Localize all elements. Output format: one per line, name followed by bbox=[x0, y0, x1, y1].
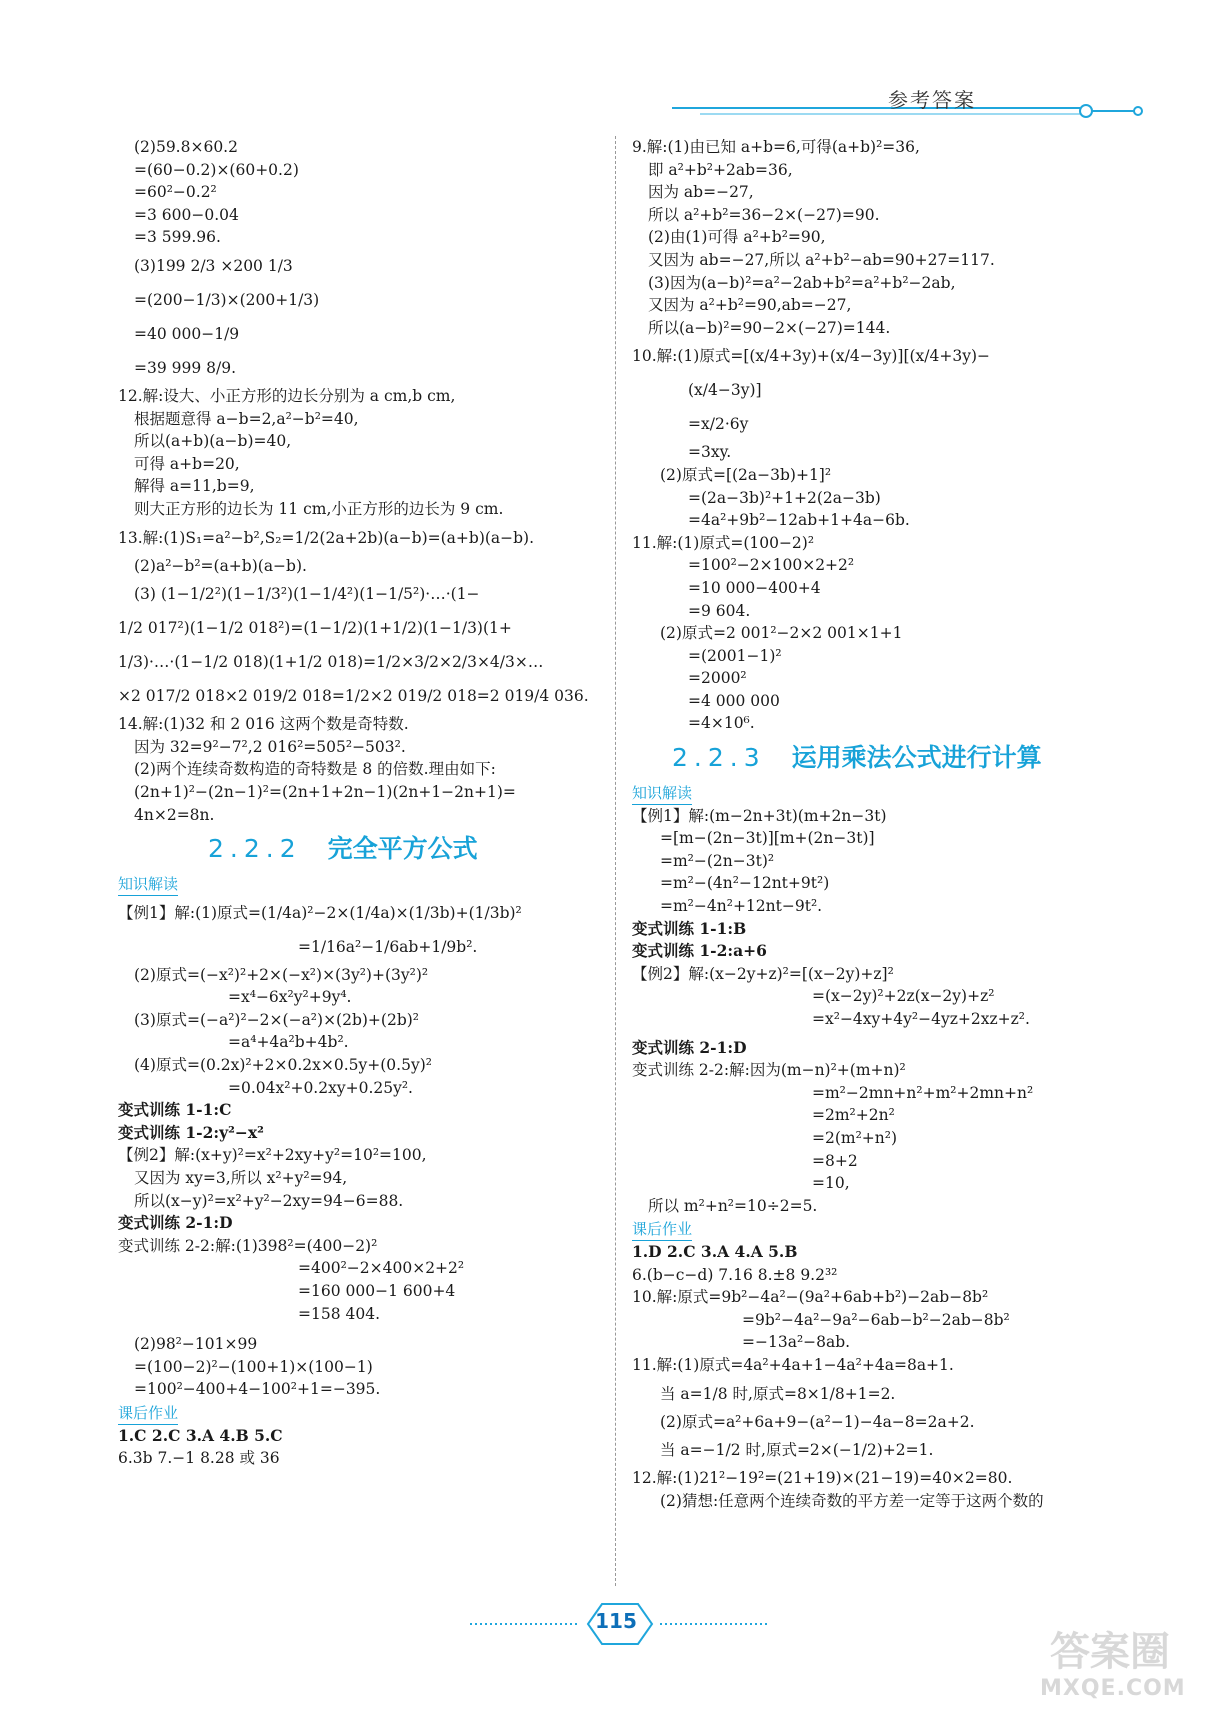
text-line: =3 600−0.04 bbox=[134, 205, 239, 224]
text-line: 所以(x−y)²=x²+y²−2xy=94−6=88. bbox=[134, 1191, 404, 1210]
text-line: =(100−2)²−(100+1)×(100−1) bbox=[134, 1357, 373, 1376]
text-line: 又因为 xy=3,所以 x²+y²=94, bbox=[134, 1169, 348, 1188]
text-line: 变式训练 2-1:D bbox=[118, 1213, 233, 1233]
text-line: 即 a²+b²+2ab=36, bbox=[648, 160, 793, 179]
text-line: (2)猜想:任意两个连续奇数的平方差一定等于这两个数的 bbox=[660, 1491, 1044, 1510]
text-line: 1.D 2.C 3.A 4.A 5.B bbox=[632, 1241, 798, 1261]
text-line: =9 604. bbox=[688, 601, 751, 620]
text-line: ×2 017/2 018×2 019/2 018=1/2×2 019/2 018=2 019/4 036. bbox=[118, 687, 589, 706]
text-line: =(200−1/3)×(200+1/3) bbox=[134, 290, 320, 309]
text-line: 可得 a+b=20, bbox=[134, 454, 240, 473]
text-line: 14.解:(1)32 和 2 016 这两个数是奇特数. bbox=[118, 715, 409, 734]
text-line: (3) (1−1/2²)(1−1/3²)(1−1/4²)(1−1/5²)·…·(1− bbox=[134, 585, 480, 604]
right-column bbox=[632, 136, 1122, 1512]
text-line: 当 a=1/8 时,原式=8×1/8+1=2. bbox=[660, 1384, 896, 1403]
text-line: (4)原式=(0.2x)²+2×0.2x×0.5y+(0.5y)² bbox=[134, 1056, 432, 1075]
text-line: =m²−4n²+12nt−9t². bbox=[660, 897, 823, 916]
text-line: =−13a²−8ab. bbox=[742, 1333, 851, 1352]
text-line: =3xy. bbox=[688, 443, 732, 462]
text-line: =4×10⁶. bbox=[688, 714, 755, 733]
section-number: 2.2.3 bbox=[672, 743, 766, 773]
text-line: =4 000 000 bbox=[688, 691, 780, 710]
left-column bbox=[118, 136, 608, 1470]
text-line: =2m²+2n² bbox=[812, 1106, 895, 1125]
text-line: 9.解:(1)由已知 a+b=6,可得(a+b)²=36, bbox=[632, 138, 920, 156]
text-line: =m²−(2n−3t)² bbox=[660, 851, 775, 870]
text-line: =x⁴−6x²y²+9y⁴. bbox=[228, 988, 352, 1007]
text-line: (2)98²−101×99 bbox=[134, 1335, 258, 1354]
text-line: =3 599.96. bbox=[134, 228, 221, 247]
text-line: (2n+1)²−(2n−1)²=(2n+1+2n−1)(2n+1−2n+1)= bbox=[134, 782, 516, 801]
text-line: =x²−4xy+4y²−4yz+2xz+z². bbox=[812, 1010, 1030, 1028]
header-decoration bbox=[0, 78, 1224, 128]
text-line: (x/4−3y)] bbox=[688, 381, 762, 400]
text-line: 1/2 017²)(1−1/2 018²)=(1−1/2)(1+1/2)(1−1/3)(1+ bbox=[118, 619, 512, 638]
text-line: (3)原式=(−a²)²−2×(−a²)×(2b)+(2b)² bbox=[134, 1010, 420, 1029]
text-line: 变式训练 1-1:B bbox=[632, 918, 747, 938]
text-line: =9b²−4a²−9a²−6ab−b²−2ab−8b² bbox=[742, 1310, 1010, 1329]
text-line: 变式训练 1-1:C bbox=[118, 1100, 232, 1120]
subheading-knowledge: 知识解读 bbox=[632, 781, 692, 805]
text-line: 11.解:(1)原式=4a²+4a+1−4a²+4a=8a+1. bbox=[632, 1355, 954, 1374]
watermark-url: MXQE.COM bbox=[1040, 1676, 1186, 1701]
text-line: (2)a²−b²=(a+b)(a−b). bbox=[134, 556, 307, 575]
text-line: =4a²+9b²−12ab+1+4a−6b. bbox=[688, 511, 910, 530]
text-line: =100²−400+4−100²+1=−395. bbox=[134, 1380, 381, 1399]
subheading-homework: 课后作业 bbox=[118, 1401, 178, 1425]
text-line: =(x−2y)²+2z(x−2y)+z² bbox=[812, 987, 995, 1006]
text-line: 12.解:设大、小正方形的边长分别为 a cm,b cm, bbox=[118, 386, 456, 405]
text-line: (2)59.8×60.2 bbox=[134, 138, 238, 156]
text-line: 变式训练 2-1:D bbox=[632, 1037, 747, 1057]
text-line: (2)原式=[(2a−3b)+1]² bbox=[660, 465, 832, 484]
text-line: =m²−(4n²−12nt+9t²) bbox=[660, 874, 830, 893]
text-line: 【例2】解:(x+y)²=x²+2xy+y²=10²=100, bbox=[118, 1146, 427, 1165]
text-line: =40 000−1/9 bbox=[134, 324, 240, 343]
text-line: 13.解:(1)S₁=a²−b²,S₂=1/2(2a+2b)(a−b)=(a+b)(a−b). bbox=[118, 528, 535, 547]
text-line: 又因为 ab=−27,所以 a²+b²−ab=90+27=117. bbox=[648, 250, 995, 269]
subheading-homework: 课后作业 bbox=[632, 1217, 692, 1241]
text-line: =(60−0.2)×(60+0.2) bbox=[134, 160, 299, 179]
section-heading bbox=[118, 826, 608, 872]
watermark-logo: 答案圈 bbox=[1050, 1629, 1170, 1675]
section-title: 完全平方公式 bbox=[327, 834, 478, 864]
text-line: 【例1】解:(1)原式=(1/4a)²−2×(1/4a)×(1/3b)+(1/3b)² bbox=[118, 903, 522, 922]
text-line: 11.解:(1)原式=(100−2)² bbox=[632, 533, 815, 552]
text-line: =400²−2×400×2+2² bbox=[298, 1259, 465, 1278]
text-line: (2)由(1)可得 a²+b²=90, bbox=[648, 228, 826, 247]
text-line: =a⁴+4a²b+4b². bbox=[228, 1033, 349, 1052]
text-line: =39 999 8/9. bbox=[134, 358, 237, 377]
text-line: (2)原式=a²+6a+9−(a²−1)−4a−8=2a+2. bbox=[660, 1412, 975, 1431]
text-line: =0.04x²+0.2xy+0.25y². bbox=[228, 1078, 413, 1097]
text-line: (3)199 2/3 ×200 1/3 bbox=[134, 256, 293, 275]
text-line: 所以(a−b)²=90−2×(−27)=144. bbox=[648, 318, 891, 337]
subheading-knowledge: 知识解读 bbox=[118, 872, 178, 896]
text-line: =x/2·6y bbox=[688, 415, 749, 434]
text-line: 则大正方形的边长为 11 cm,小正方形的边长为 9 cm. bbox=[134, 499, 504, 518]
text-line: 因为 32=9²−7²,2 016²=505²−503². bbox=[134, 737, 406, 756]
text-line: 6.(b−c−d) 7.16 8.±8 9.2³² bbox=[632, 1265, 838, 1284]
text-line: 所以 a²+b²=36−2×(−27)=90. bbox=[648, 205, 880, 224]
text-line: 变式训练 1-2:a+6 bbox=[632, 941, 767, 961]
text-line: 变式训练 1-2:y²−x² bbox=[118, 1122, 264, 1142]
text-line: =2000² bbox=[688, 669, 747, 688]
text-line: 因为 ab=−27, bbox=[648, 183, 754, 202]
text-line: 所以 m²+n²=10÷2=5. bbox=[648, 1196, 818, 1215]
text-line: 所以(a+b)(a−b)=40, bbox=[134, 432, 292, 451]
text-line: 6.3b 7.−1 8.28 或 36 bbox=[118, 1449, 280, 1468]
text-line: =2(m²+n²) bbox=[812, 1128, 898, 1147]
text-line: 10.解:(1)原式=[(x/4+3y)+(x/4−3y)][(x/4+3y)− bbox=[632, 347, 991, 366]
text-line: 根据题意得 a−b=2,a²−b²=40, bbox=[134, 409, 359, 428]
text-line: 1.C 2.C 3.A 4.B 5.C bbox=[118, 1425, 283, 1445]
text-line: 解得 a=11,b=9, bbox=[134, 477, 255, 496]
text-line: 12.解:(1)21²−19²=(21+19)×(21−19)=40×2=80. bbox=[632, 1469, 1013, 1488]
text-line: (2)原式=(−x²)²+2×(−x²)×(3y²)+(3y²)² bbox=[134, 965, 429, 984]
text-line: =10 000−400+4 bbox=[688, 578, 821, 597]
text-line: =160 000−1 600+4 bbox=[298, 1282, 456, 1300]
page-number: 115 bbox=[595, 1609, 637, 1633]
text-line: =(2001−1)² bbox=[688, 646, 782, 665]
text-line: =158 404. bbox=[298, 1304, 381, 1323]
text-line: =[m−(2n−3t)][m+(2n−3t)] bbox=[660, 829, 875, 848]
text-line: =60²−0.2² bbox=[134, 183, 217, 202]
text-line: =10, bbox=[812, 1174, 850, 1193]
text-line: 10.解:原式=9b²−4a²−(9a²+6ab+b²)−2ab−8b² bbox=[632, 1288, 989, 1307]
text-line: (2)两个连续奇数构造的奇特数是 8 的倍数.理由如下: bbox=[134, 760, 496, 779]
text-line: 4n×2=8n. bbox=[134, 805, 215, 824]
text-line: =(2a−3b)²+1+2(2a−3b) bbox=[688, 488, 881, 507]
text-line: =m²−2mn+n²+m²+2mn+n² bbox=[812, 1083, 1034, 1102]
text-line: 【例2】解:(x−2y+z)²=[(x−2y)+z]² bbox=[632, 964, 894, 983]
section-heading bbox=[632, 735, 1122, 781]
header-title: 参考答案 bbox=[888, 88, 976, 112]
text-line: 【例1】解:(m−2n+3t)(m+2n−3t) bbox=[632, 806, 887, 825]
text-line: =100²−2×100×2+2² bbox=[688, 556, 855, 575]
text-line: 当 a=−1/2 时,原式=2×(−1/2)+2=1. bbox=[660, 1441, 934, 1460]
text-line: =8+2 bbox=[812, 1151, 858, 1170]
text-line: 变式训练 2-2:解:(1)398²=(400−2)² bbox=[118, 1236, 378, 1255]
section-number: 2.2.2 bbox=[208, 834, 302, 864]
text-line: 变式训练 2-2:解:因为(m−n)²+(m+n)² bbox=[632, 1061, 906, 1080]
column-divider bbox=[615, 136, 616, 1586]
text-line: (2)原式=2 001²−2×2 001×1+1 bbox=[660, 624, 903, 643]
text-line: 又因为 a²+b²=90,ab=−27, bbox=[648, 296, 852, 315]
text-line: =1/16a²−1/6ab+1/9b². bbox=[298, 937, 478, 956]
section-title: 运用乘法公式进行计算 bbox=[791, 743, 1042, 773]
text-line: 1/3)·…·(1−1/2 018)(1+1/2 018)=1/2×3/2×2/3×4/3×… bbox=[118, 653, 544, 672]
text-line: (3)因为(a−b)²=a²−2ab+b²=a²+b²−2ab, bbox=[648, 273, 956, 292]
